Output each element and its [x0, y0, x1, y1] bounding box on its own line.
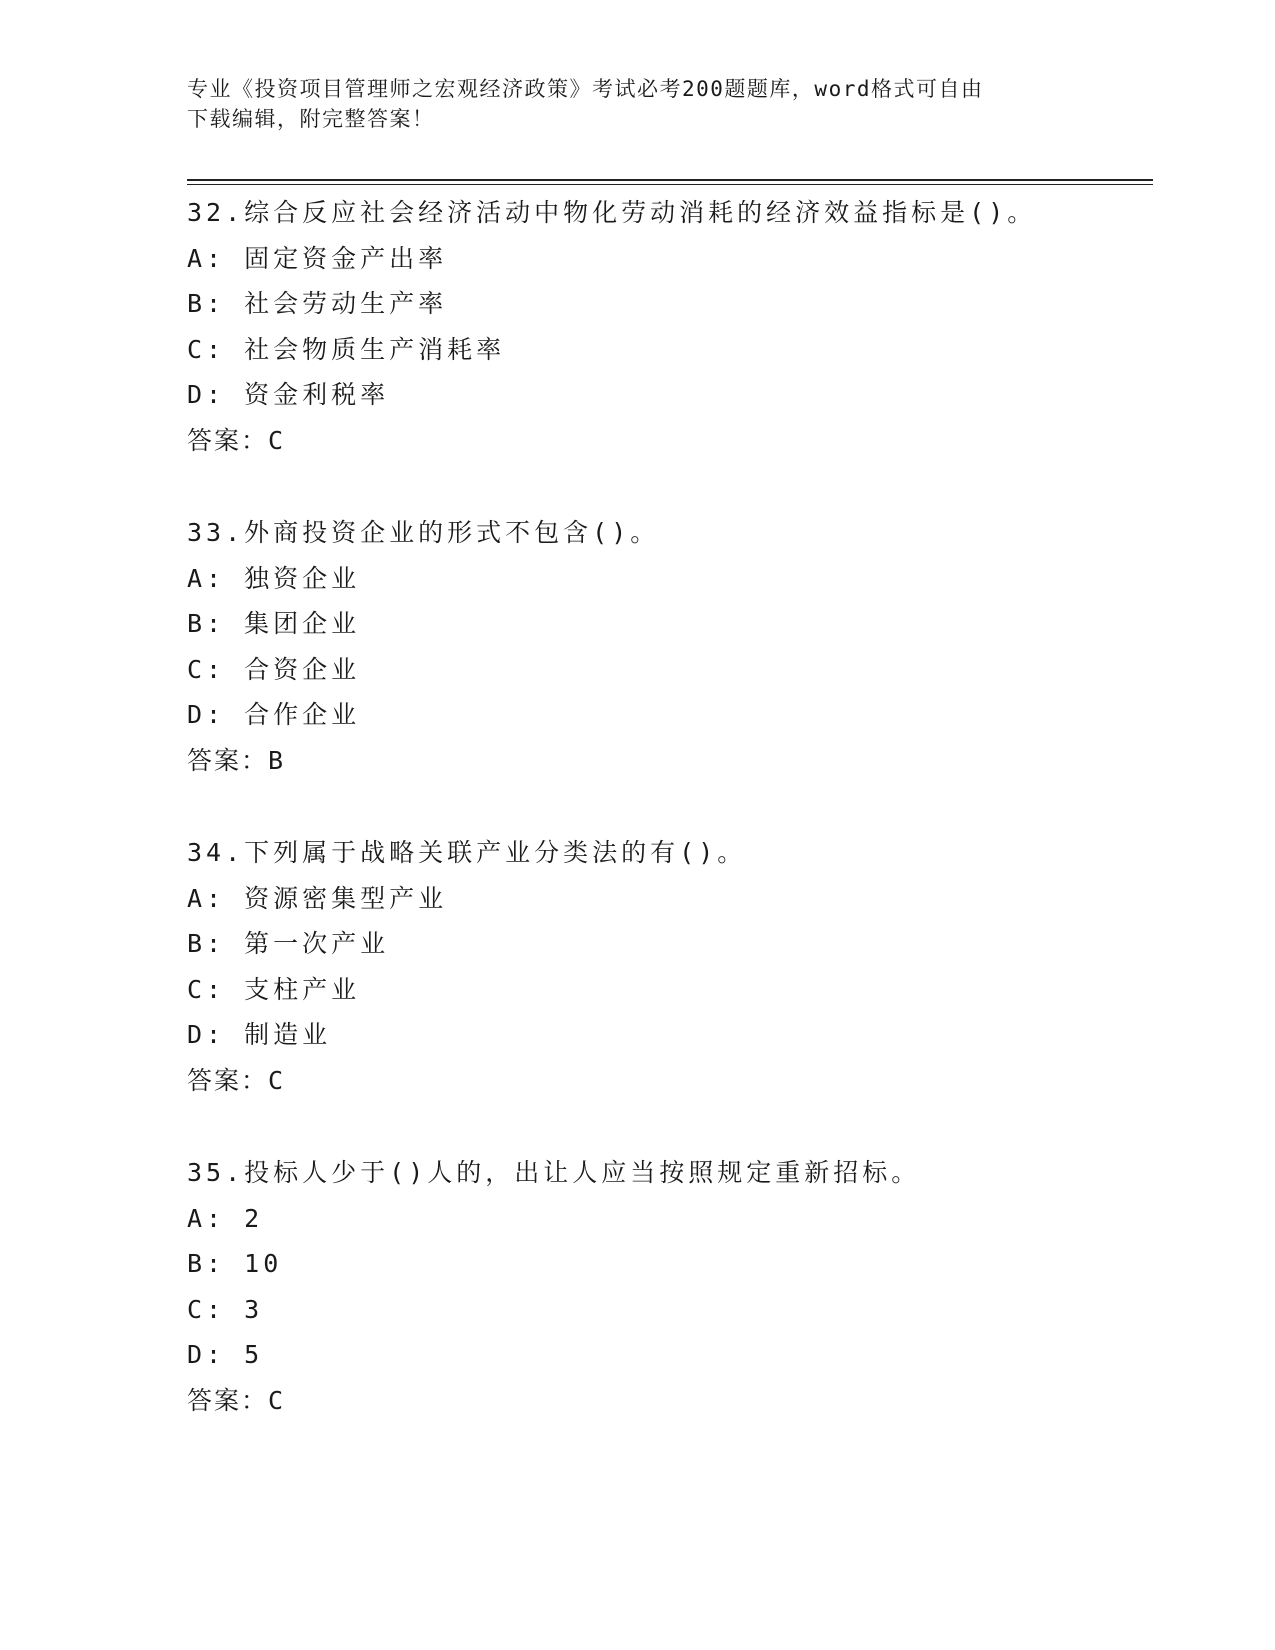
- option-d: D: 制造业: [187, 1020, 332, 1050]
- option-c: C: 支柱产业: [187, 974, 361, 1004]
- question-stem: 32.综合反应社会经济活动中物化劳动消耗的经济效益指标是()。: [187, 198, 1037, 227]
- answer-value: C: [268, 425, 285, 455]
- option-b: B: 集团企业: [187, 609, 361, 639]
- option-c: C: 合资企业: [187, 654, 361, 684]
- question-35: [187, 1150, 1153, 1470]
- option-c: C: 3: [187, 1294, 264, 1324]
- answer-line: [187, 738, 1153, 784]
- question-34: [187, 830, 1153, 1150]
- question-stem: 33.外商投资企业的形式不包含()。: [187, 518, 660, 547]
- question-33: [187, 510, 1153, 830]
- header-rule-thin: [187, 184, 1153, 185]
- option-b: B: 10: [187, 1249, 283, 1279]
- answer-value: B: [268, 745, 285, 775]
- option-a: A: 独资企业: [187, 563, 361, 593]
- question-list: [187, 190, 1153, 1470]
- answer-label: 答案：: [187, 1385, 269, 1415]
- question-stem: 34.下列属于战略关联产业分类法的有()。: [187, 838, 747, 867]
- option-c: C: 社会物质生产消耗率: [187, 334, 506, 364]
- answer-line: [187, 1378, 1153, 1424]
- document-header: [187, 74, 1087, 134]
- answer-line: [187, 418, 1153, 464]
- answer-value: C: [268, 1385, 285, 1415]
- answer-label: 答案：: [187, 425, 269, 455]
- header-line-2: 下载编辑，附完整答案！: [187, 107, 435, 131]
- option-a: A: 资源密集型产业: [187, 883, 448, 913]
- header-rule-thick: [187, 179, 1153, 181]
- header-line-1: 专业《投资项目管理师之宏观经济政策》考试必考200题题库，word格式可自由: [187, 77, 984, 101]
- option-d: D: 5: [187, 1340, 264, 1370]
- question-32: [187, 190, 1153, 510]
- option-a: A: 固定资金产出率: [187, 243, 448, 273]
- answer-label: 答案：: [187, 1065, 269, 1095]
- question-stem: 35.投标人少于()人的，出让人应当按照规定重新招标。: [187, 1158, 921, 1187]
- option-b: B: 第一次产业: [187, 929, 390, 959]
- answer-value: C: [268, 1065, 285, 1095]
- answer-label: 答案：: [187, 745, 269, 775]
- option-a: A: 2: [187, 1203, 264, 1233]
- option-b: B: 社会劳动生产率: [187, 289, 448, 319]
- option-d: D: 合作企业: [187, 700, 361, 730]
- answer-line: [187, 1058, 1153, 1104]
- option-d: D: 资金利税率: [187, 380, 390, 410]
